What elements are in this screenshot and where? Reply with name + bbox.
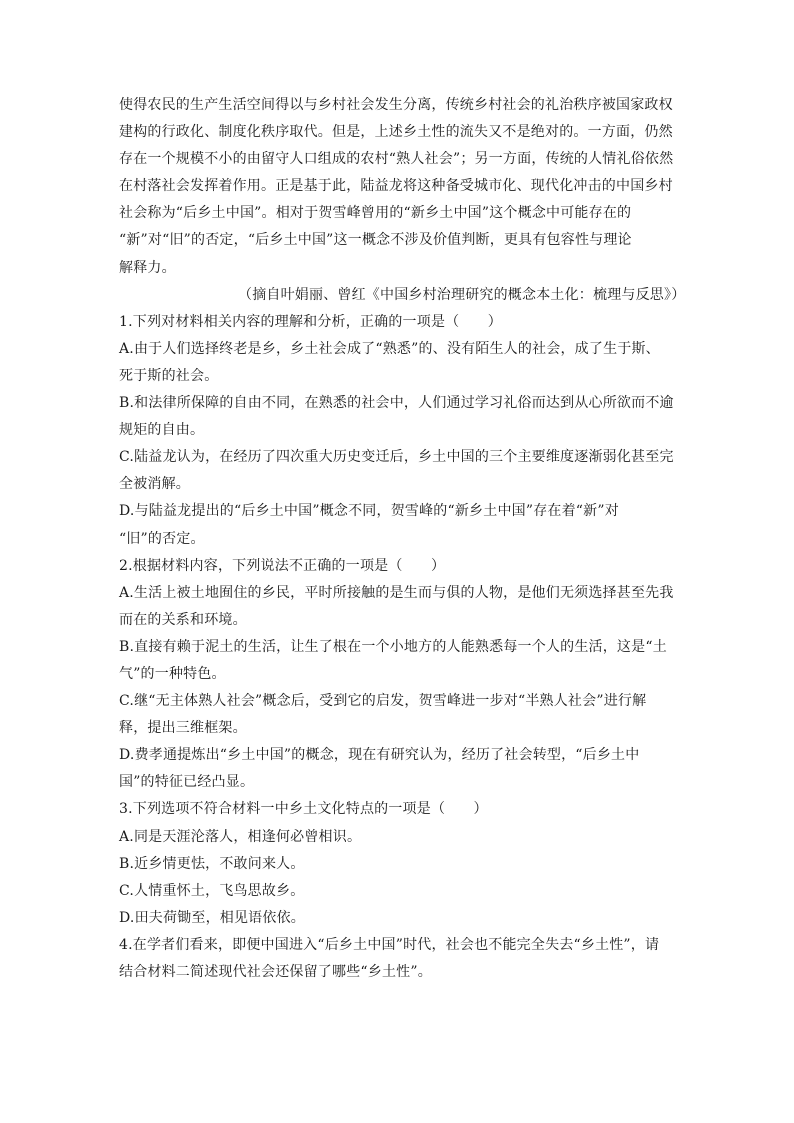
option-text: “旧”的否定。 (119, 530, 205, 547)
option-text: 死于斯的社会。 (119, 367, 219, 384)
option-b[interactable]: B.近乡情更怯，不敢问来人。 (119, 855, 305, 872)
passage-line: 建构的行政化、制度化秩序取代。但是，上述乡土性的流失又不是绝对的。一方面，仍然 (119, 124, 673, 141)
option-b[interactable] (119, 390, 679, 444)
option-b[interactable] (119, 634, 679, 688)
option-text: A.由于人们选择终老是乡，乡土社会成了“熟悉”的、没有陌生人的社会，成了生于斯、 (119, 340, 660, 357)
option-text: 规矩的自由。 (119, 422, 205, 439)
option-a[interactable] (119, 336, 679, 390)
option-text: D.费孝通提炼出“乡土中国”的概念，现在有研究认为，经历了社会转型，“后乡土中 (119, 747, 640, 764)
passage-line: “新”对“旧”的否定，“后乡土中国”这一概念不涉及价值判断，更具有包容性与理论 (119, 232, 632, 249)
question-stem: 结合材料二简述现代社会还保留了哪些“乡土性”。 (119, 964, 432, 980)
option-text: 全被消解。 (119, 476, 190, 493)
passage-source: （摘自叶娟丽、曾红《中国乡村治理研究的概念本土化：梳理与反思》） (238, 286, 686, 303)
option-text: B.和法律所保障的自由不同，在熟悉的社会中，人们通过学习礼俗而达到从心所欲而不逾 (119, 395, 674, 412)
option-text: C.继“无主体熟人社会”概念后，受到它的启发，贺雪峰进一步对“半熟人社会”进行解 (119, 693, 647, 710)
option-text: D.与陆益龙提出的“后乡土中国”概念不同，贺雪峰的“新乡土中国”存在着“新”对 (119, 503, 619, 520)
option-a[interactable] (119, 580, 679, 634)
option-d[interactable]: D.田夫荷锄至，相见语依依。 (119, 909, 305, 926)
option-text: A.生活上被土地囿住的乡民，平时所接触的是生而与俱的人物，是他们无须选择甚至先我 (119, 584, 674, 601)
question-stem: 2.根据材料内容，下列说法不正确的一项是（ ） (119, 557, 446, 574)
document-page (119, 92, 686, 986)
option-text: 释，提出三维框架。 (119, 720, 247, 737)
question-4 (119, 932, 679, 986)
passage-line: 解释力。 (119, 259, 176, 276)
option-d[interactable] (119, 498, 679, 552)
question-stem: 4.在学者们看来，即便中国进入“后乡土中国”时代，社会也不能完全失去“乡土性”，请 (119, 936, 660, 953)
passage-line: 社会称为“后乡土中国”。相对于贺雪峰曾用的“新乡土中国”这个概念中可能存在的 (119, 205, 632, 222)
passage-line: 存在一个规模不小的由留守人口组成的农村“熟人社会”；另一方面，传统的人情礼俗依然 (119, 151, 674, 168)
option-text: 国”的特征已经凸显。 (119, 774, 255, 791)
option-text: 气”的一种特色。 (119, 665, 226, 682)
option-d[interactable] (119, 742, 679, 796)
option-c[interactable] (119, 688, 679, 742)
option-text: C.陆益龙认为，在经历了四次重大历史变迁后，乡土中国的三个主要维度逐渐弱化甚至完 (119, 449, 674, 466)
option-text: 而在的关系和环境。 (119, 611, 247, 628)
passage-line: 使得农民的生产生活空间得以与乡村社会发生分离，传统乡村社会的礼治秩序被国家政权 (119, 97, 673, 113)
question-3 (119, 796, 679, 931)
question-stem: 3.下列选项不符合材料一中乡土文化特点的一项是（ ） (119, 801, 488, 818)
passage-line: 在村落社会发挥着作用。正是基于此，陆益龙将这种备受城市化、现代化冲击的中国乡村 (119, 178, 673, 195)
question-2 (119, 553, 679, 797)
option-a[interactable]: A.同是天涯沦落人，相逢何必曾相识。 (119, 828, 362, 845)
option-text: B.直接有赖于泥土的生活，让生了根在一个小地方的人能熟悉每一个人的生活，这是“土 (119, 638, 667, 655)
option-c[interactable] (119, 444, 679, 498)
question-1 (119, 309, 679, 553)
passage (119, 92, 686, 309)
question-stem: 1.下列对材料相关内容的理解和分析，正确的一项是（ ） (119, 313, 502, 330)
option-c[interactable]: C.人情重怀土，飞鸟思故乡。 (119, 882, 305, 899)
